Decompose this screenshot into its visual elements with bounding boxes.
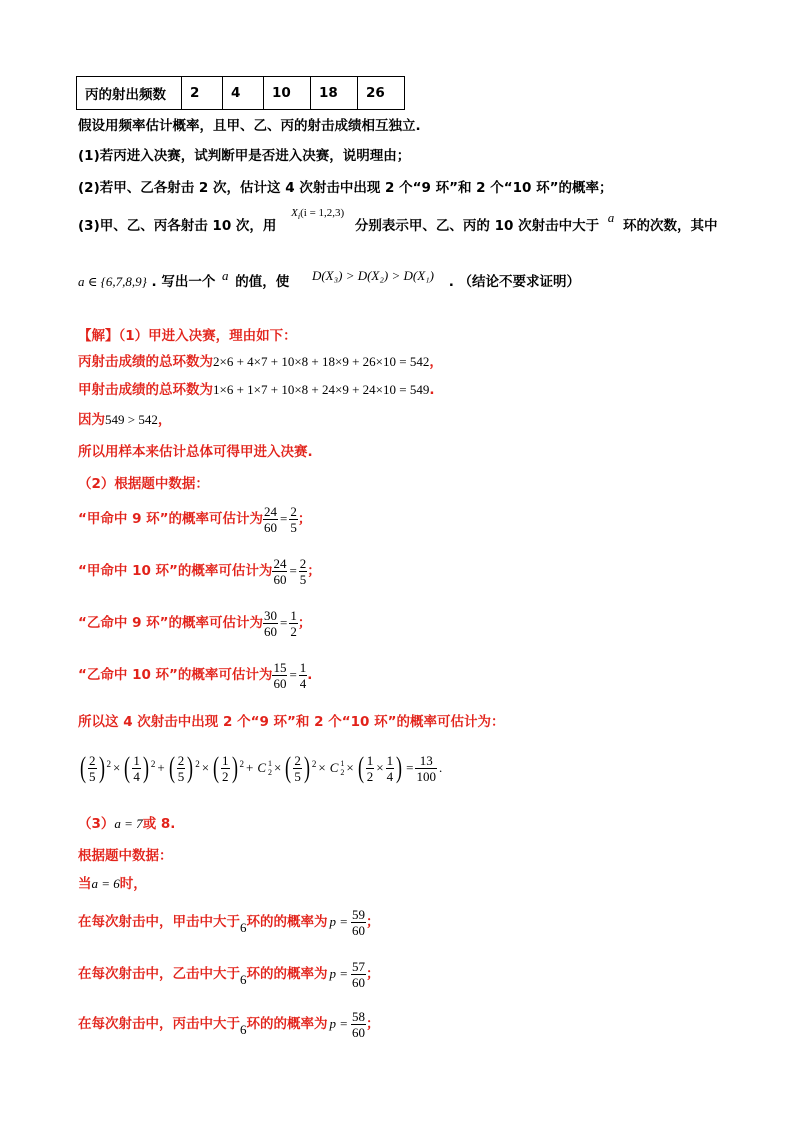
part1-line1: 丙射击成绩的总环数为2×6 + 4×7 + 10×8 + 18×9 + 26×10 = 542， <box>78 354 443 370</box>
q3-text-b: 分别表示甲、乙、丙的 10 次射击中大于 <box>354 218 600 234</box>
q3-text-d: . 写出一个 <box>151 274 216 290</box>
q3-text-e: 的值，使 <box>235 274 290 290</box>
table-header-cell: 丙的射出频数 <box>77 77 182 110</box>
fraction: $\frac{1}{2}$ <box>290 607 297 639</box>
fraction: $\frac{30}{60}$ <box>264 607 278 639</box>
solution-tag: 【解】 <box>78 328 119 344</box>
fraction: $\frac{1}{4}$ <box>299 659 307 691</box>
part2-item: “甲命中 10 环”的概率可估计为 $\frac{24}{60}$ = $\frac{2}{5}$ ； <box>78 555 321 587</box>
fraction: $\frac{24}{60}$ <box>273 555 287 587</box>
part1-line3: 因为549 > 542， <box>78 412 172 428</box>
table-cell: 4 <box>223 77 264 110</box>
part1-conclusion: 所以用样本来估计总体可得甲进入决赛. <box>78 444 313 460</box>
table-cell: 2 <box>182 77 223 110</box>
table-cell: 26 <box>358 77 405 110</box>
part2-item: “乙命中 9 环”的概率可估计为 $\frac{30}{60}$ = $\frac{1}{2}$ ； <box>78 607 312 639</box>
part3-item: 在每次射击中，甲击中大于6环的的概率为 p = $\frac{59}{60}$ ； <box>78 906 380 938</box>
question-2: (2)若甲、乙各射击 2 次，估计这 4 次射击中出现 2 个“9 环”和 2 个“10 环”的概率； <box>78 180 613 196</box>
a-variable: a <box>607 210 615 225</box>
part3-answer-eq: a = 7 <box>114 816 143 831</box>
frequency-table <box>76 76 405 110</box>
xi-notation: $X_i(i = 1,2,3)$ <box>291 207 345 222</box>
fraction: $\frac{15}{60}$ <box>273 659 287 691</box>
assumption-text: 假设用频率估计概率，且甲、乙、丙的射击成绩相互独立. <box>78 118 421 134</box>
equation-bing-total: 2×6 + 4×7 + 10×8 + 18×9 + 26×10 = 542 <box>213 354 430 369</box>
question-3-line2 <box>78 268 581 292</box>
question-3-line1 <box>78 207 718 241</box>
table-row <box>77 77 405 110</box>
solution-header <box>78 326 297 346</box>
q3-text-f: . （结论不要求证明） <box>448 274 581 290</box>
part3-title: （3）a = 7或 8. <box>78 816 176 832</box>
a-set: a ∈ {6,7,8,9} <box>78 274 147 289</box>
part1-title: （1）甲进入决赛，理由如下： <box>118 328 297 344</box>
part3-when: 当a = 6时， <box>78 876 147 892</box>
table-cell: 10 <box>264 77 311 110</box>
a-variable-2: a <box>222 268 229 283</box>
part3-item: 在每次射击中，丙击中大于6环的的概率为 p = $\frac{58}{60}$ ； <box>78 1008 380 1040</box>
q3-text-a: (3)甲、乙、丙各射击 10 次，用 <box>78 218 277 234</box>
part2-title: （2）根据题中数据： <box>78 476 209 492</box>
part2-item: “甲命中 9 环”的概率可估计为 $\frac{24}{60}$ = $\frac{2}{5}$ ； <box>78 503 312 535</box>
fraction: $\frac{2}{5}$ <box>299 555 307 587</box>
fraction: $\frac{2}{5}$ <box>290 503 297 535</box>
probability-formula: ( $\frac{2}{5}$ ) 2 × ( $\frac{1}{4}$ ) 2 + ( $\frac{2}{5}$ ) 2 × ( $\frac{1}{2}$ ) 2 + C 1 2 × ( $\frac{2}{5}$ ) 2 × C 1 2 × ( $\frac{1}{2}$ × $\frac{1}{4}$ ) = $\frac{13}{100}$ . <box>80 751 443 784</box>
table-cell: 18 <box>311 77 358 110</box>
part3-line1: 根据题中数据： <box>78 848 173 864</box>
part2-item: “乙命中 10 环”的概率可估计为 $\frac{15}{60}$ = $\frac{1}{4}$ . <box>78 659 313 691</box>
variance-inequality: D(X₃) > D(X₂) > D(X₁) <box>311 268 435 283</box>
question-1: (1)若丙进入决赛，试判断甲是否进入决赛，说明理由； <box>78 148 411 164</box>
part1-line2: 甲射击成绩的总环数为1×6 + 1×7 + 10×8 + 24×9 + 24×10 = 549. <box>78 382 435 398</box>
fraction: $\frac{24}{60}$ <box>264 503 278 535</box>
equation-jia-total: 1×6 + 1×7 + 10×8 + 24×9 + 24×10 = 549 <box>213 382 430 397</box>
equation-compare: 549 > 542 <box>105 412 158 427</box>
part3-item: 在每次射击中，乙击中大于6环的的概率为 p = $\frac{57}{60}$ ； <box>78 958 380 990</box>
q3-text-c: 环的次数，其中 <box>622 218 718 234</box>
part2-summary: 所以这 4 次射击中出现 2 个“9 环”和 2 个“10 环”的概率可估计为： <box>78 714 505 730</box>
